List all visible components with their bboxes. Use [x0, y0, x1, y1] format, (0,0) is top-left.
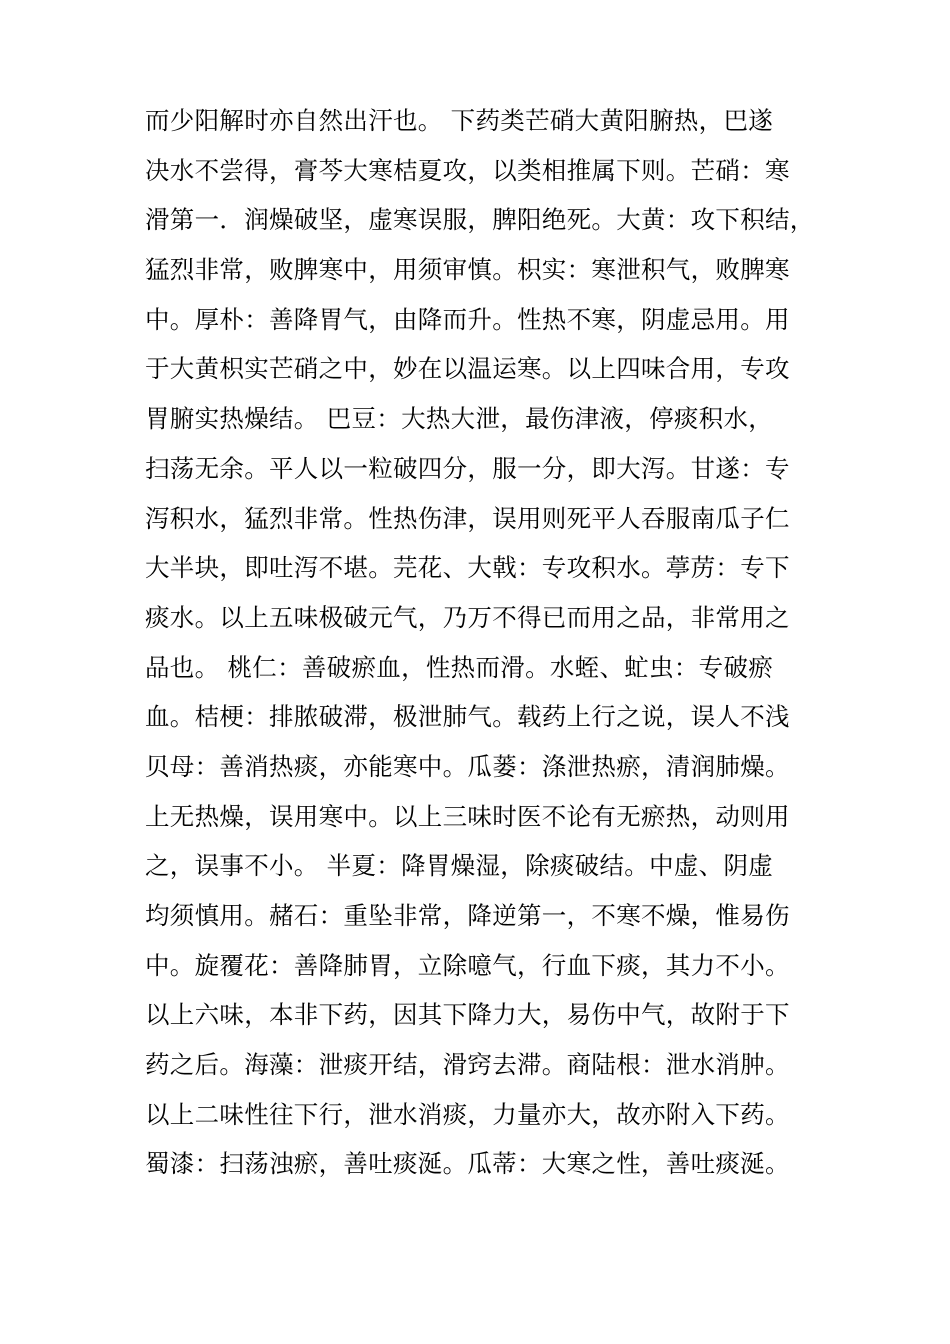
text-line: 大半块，即吐泻不堪。芫花、大戟：专攻积水。葶苈：专下: [145, 553, 790, 583]
text-line: 以上二味性往下行，泄水消痰，力量亦大，故亦附入下药。: [145, 1099, 790, 1129]
text-line: 泻积水，猛烈非常。性热伤津，误用则死平人吞服南瓜子仁: [145, 503, 790, 533]
text-line: 中。厚朴：善降胃气，由降而升。性热不寒，阴虚忌用。用: [145, 304, 790, 334]
text-line: 均须慎用。赭石：重坠非常，降逆第一，不寒不燥，惟易伤: [145, 901, 790, 930]
text-line: 贝母：善消热痰，亦能寒中。瓜蒌：涤泄热瘀，清润肺燥。: [145, 751, 790, 781]
text-line: 滑第一．润燥破坚，虚寒误服，脾阳绝死。大黄：攻下积结，: [145, 205, 815, 235]
text-line: 品也。 桃仁：善破瘀血，性热而滑。水蛭、虻虫：专破瘀: [145, 652, 774, 682]
body-text: [145, 96, 815, 1189]
text-line: 决水不尝得，膏芩大寒桔夏攻，以类相推属下则。芒硝：寒: [145, 155, 790, 185]
text-line: 蜀漆：扫荡浊瘀，善吐痰涎。瓜蒂：大寒之性，善吐痰涎。: [145, 1149, 790, 1179]
text-line: 扫荡无余。平人以一粒破四分，服一分，即大泻。甘遂：专: [145, 453, 790, 483]
text-line: 上无热燥，误用寒中。以上三味时医不论有无瘀热，动则用: [145, 801, 790, 831]
text-line: 而少阳解时亦自然出汗也。 下药类芒硝大黄阳腑热，巴遂: [145, 106, 774, 135]
text-line: 于大黄枳实芒硝之中，妙在以温运寒。以上四味合用，专攻: [145, 354, 790, 384]
text-line: 胃腑实热燥结。 巴豆：大热大泄，最伤津液，停痰积水，: [145, 404, 774, 434]
text-line: 之，误事不小。 半夏：降胃燥湿，除痰破结。中虚、阴虚: [145, 851, 774, 881]
text-line: 以上六味，本非下药，因其下降力大，易伤中气，故附于下: [145, 1000, 790, 1030]
text-line: 血。桔梗：排脓破滞，极泄肺气。载药上行之说，误人不浅: [145, 702, 790, 732]
text-line: 中。旋覆花：善降肺胃，立除噫气，行血下痰，其力不小。: [145, 950, 790, 980]
text-line: 痰水。以上五味极破元气，乃万不得已而用之品，非常用之: [145, 602, 790, 632]
text-line: 药之后。海藻：泄痰开结，滑窍去滞。商陆根：泄水消肿。: [145, 1050, 790, 1080]
text-line: 猛烈非常，败脾寒中，用须审慎。枳实：寒泄积气，败脾寒: [145, 255, 790, 285]
